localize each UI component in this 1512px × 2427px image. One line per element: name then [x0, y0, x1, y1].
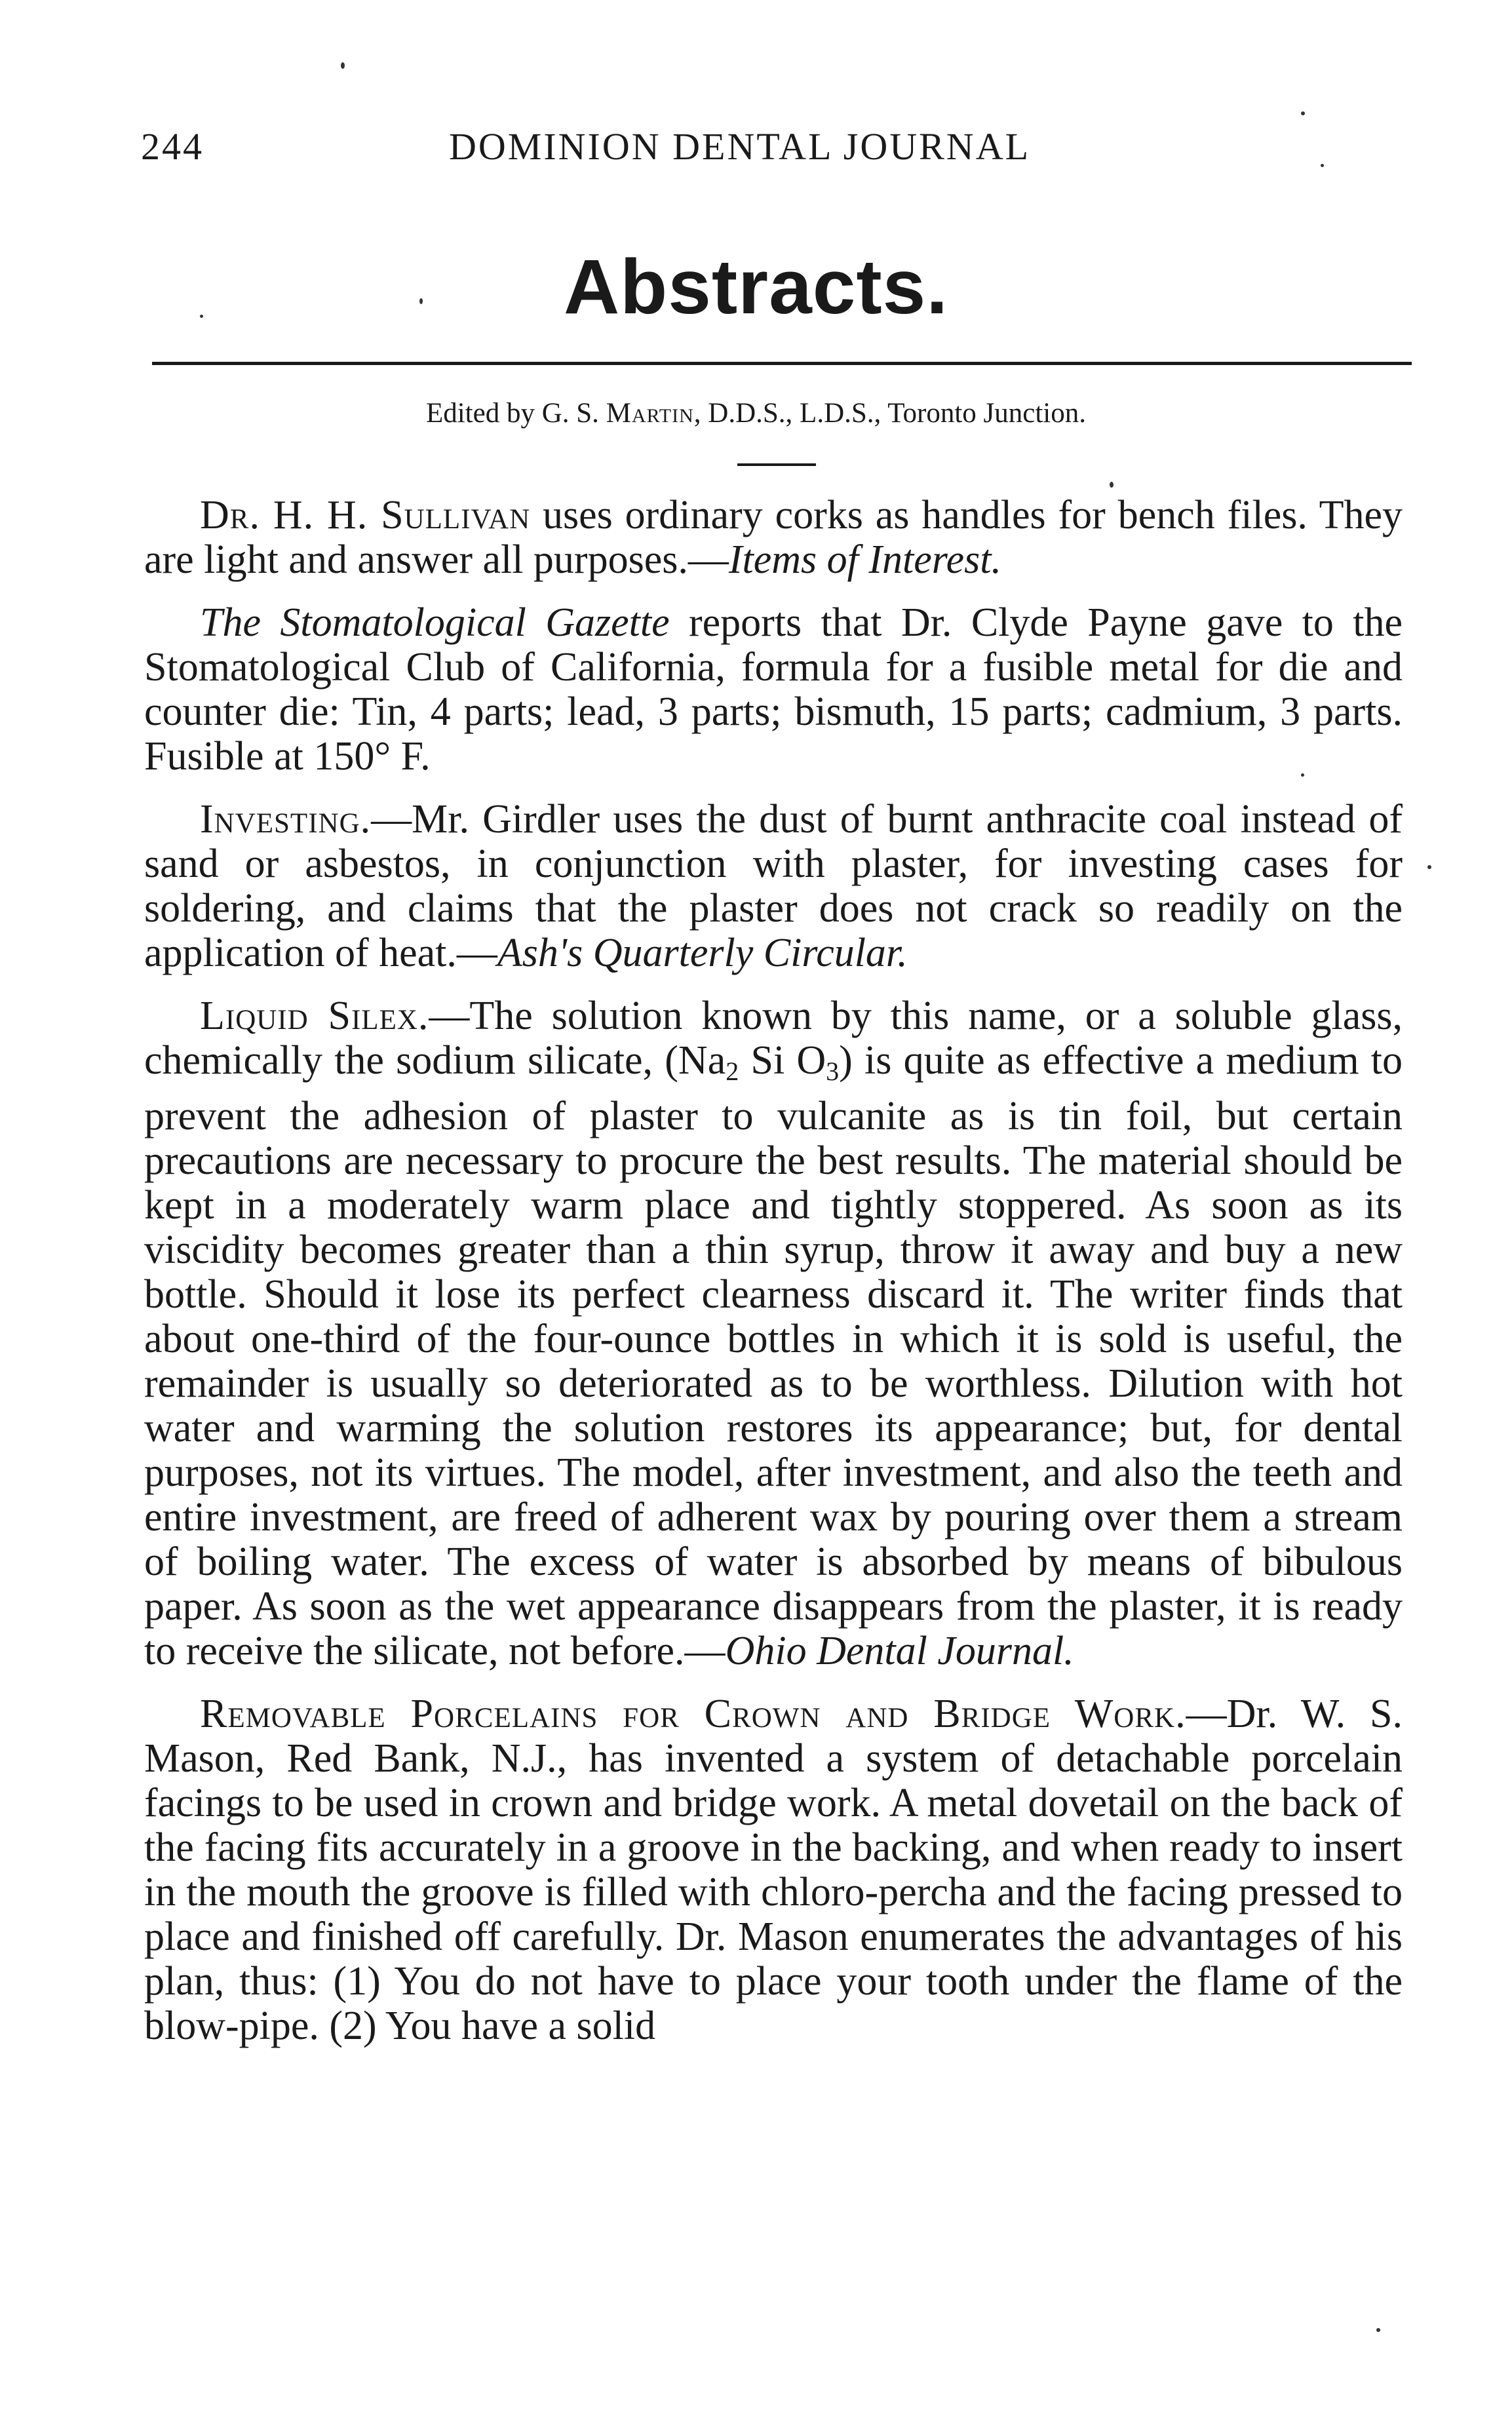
short-divider — [737, 463, 816, 466]
editor-suffix: , D.D.S., L.D.S., Toronto Junction. — [693, 398, 1087, 429]
paragraph-text: ) is quite as effective a medium to prevent the adhesion of plaster to vulcanite as is tin foil, but certain precautions are necessary to procure the best results. The material should be kept in a moderately warm place and tightly stoppered. As soon as its viscidity becomes greater than a thin syrup, throw it away and buy a new bottle. Should it lose its perfect clearness discard it. The writer finds that about one-third of the four-ounce bottles in which it is sold is useful, the remainder is usually so deteriorated as to be worthless. Dilution with hot water and warming the solution restores its appearance; but, for dental purposes, not its virtues. The model, after investment, and also the teeth and entire investment, are freed of adherent wax by pouring over them a stream of boiling water. The excess of water is absorbed by means of bibulous paper. As soon as the wet appearance disappears from the plaster, it is ready to receive the silicate, not before.— — [144, 1038, 1403, 1673]
section-title: Abstracts. — [563, 244, 949, 330]
abstract-paragraph — [144, 600, 1403, 779]
paragraph-lead: Removable Porcelains for Crown and Bridge Work. — [200, 1692, 1186, 1736]
abstract-paragraph — [144, 1692, 1403, 2048]
print-speck — [200, 315, 203, 318]
abstract-paragraph — [144, 797, 1403, 975]
print-speck — [419, 298, 423, 304]
print-speck — [1301, 773, 1304, 777]
paragraph-lead: Liquid Silex. — [200, 994, 429, 1038]
paragraph-source: Items of Interest. — [728, 537, 1001, 582]
abstract-paragraph — [144, 493, 1403, 582]
paragraph-source: The Stomatological Gazette — [200, 600, 670, 645]
paragraph-text: uses ordinary corks as handles for bench files. They are light and answer all purposes.— — [144, 493, 1403, 582]
title-rule — [152, 362, 1412, 365]
print-speck — [1321, 164, 1324, 167]
paragraph-text: —Mr. Girdler uses the dust of burnt anthracite coal instead of sand or asbestos, in conjunction with plaster, for investing cases for soldering, and claims that the plaster does not crack so readily on the application of heat.— — [144, 797, 1403, 975]
abstract-paragraph — [144, 994, 1403, 1673]
print-speck — [1110, 482, 1114, 488]
paragraph-text: Si O — [739, 1038, 826, 1083]
paragraph-text: reports that Dr. Clyde Payne gave to the Stomatological Club of California, formula for a fusible metal for die and counter die: Tin, 4 parts; lead, 3 parts; bismuth, 15 parts; cadmium, 3 parts. Fusible at 150° F. — [144, 600, 1403, 779]
paragraph-lead: Investing. — [200, 797, 372, 842]
print-speck — [1376, 2328, 1380, 2332]
print-speck — [341, 62, 345, 69]
subscript: 2 — [726, 1057, 739, 1086]
paragraph-source: Ohio Dental Journal. — [725, 1629, 1074, 1673]
paragraph-text: —The solution known by this name, or a soluble glass, chemically the sodium silicate, (Na — [144, 994, 1403, 1083]
running-head — [141, 125, 1387, 177]
print-speck — [1427, 865, 1431, 869]
editor-prefix: Edited by G. S. — [425, 398, 606, 429]
paragraph-text: —Dr. W. S. Mason, Red Bank, N.J., has invented a system of detachable porcelain facings to be used in crown and bridge work. A metal dovetail on the back of the facing fits accurately in a groove in the backing, and when ready to insert in the mouth the groove is filled with chloro-percha and the facing pressed to place and finished off carefully. Dr. Mason enumerates the advantages of his plan, thus: (1) You do not have to place your tooth under the flame of the blow-pipe. (2) You have a solid — [144, 1692, 1403, 2048]
abstracts-body — [144, 493, 1403, 2067]
paragraph-source: Ash's Quarterly Circular. — [497, 931, 908, 975]
editor-credit — [0, 397, 1512, 429]
paragraph-lead: Dr. H. H. Sullivan — [200, 493, 531, 537]
subscript: 3 — [826, 1057, 840, 1086]
editor-name: Martin — [606, 398, 694, 429]
journal-title: DOMINION DENTAL JOURNAL — [449, 125, 1031, 168]
print-speck — [1301, 111, 1305, 115]
page-number: 244 — [141, 125, 204, 168]
